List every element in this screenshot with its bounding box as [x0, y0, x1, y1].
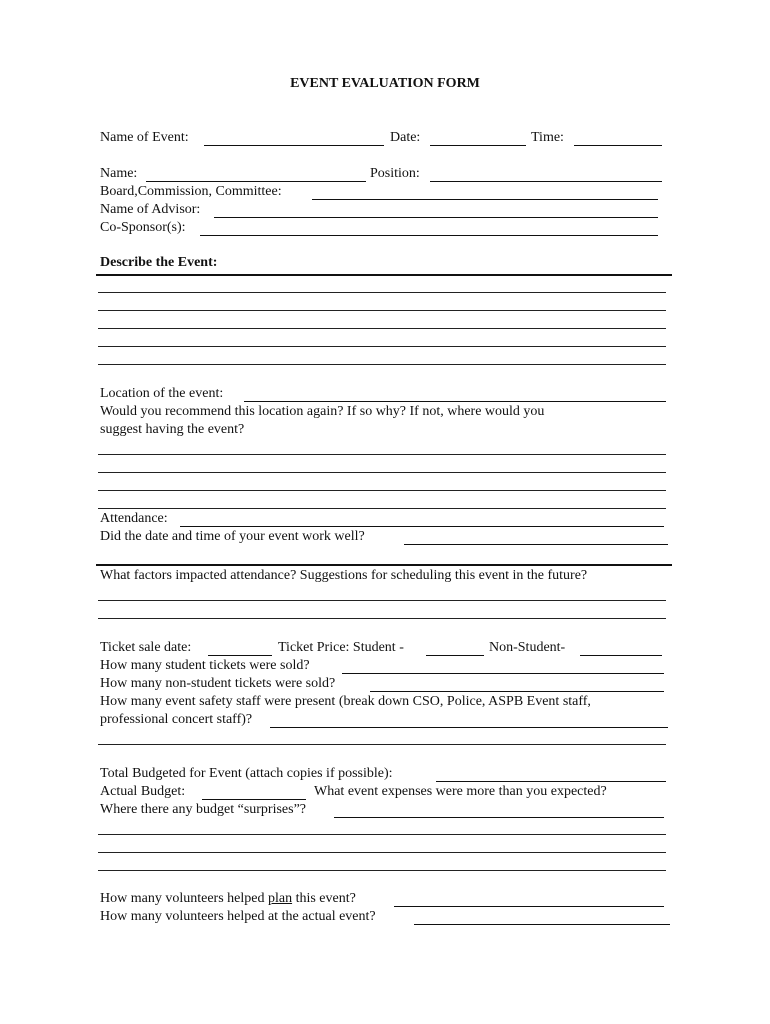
- name-label: Name:: [100, 166, 138, 181]
- time-label: Time:: [531, 130, 564, 145]
- student-sold-question: How many student tickets were sold?: [100, 658, 310, 673]
- location-question-line2: suggest having the event?: [100, 422, 245, 437]
- describe-answer-line[interactable]: [98, 346, 666, 347]
- advisor-label: Name of Advisor:: [100, 202, 201, 217]
- factors-answer-line[interactable]: [98, 600, 666, 601]
- actual-budget-field[interactable]: [202, 799, 306, 800]
- budget-answer-line[interactable]: [98, 834, 666, 835]
- non-student-price-field[interactable]: [580, 655, 662, 656]
- volunteers-plan-word: plan: [267, 891, 293, 906]
- time-field[interactable]: [574, 145, 662, 146]
- date-time-question: Did the date and time of your event work well?: [100, 529, 365, 544]
- volunteers-plan-suffix: this event?: [292, 891, 356, 906]
- non-student-sold-field[interactable]: [370, 691, 664, 692]
- describe-answer-line[interactable]: [98, 328, 666, 329]
- student-price-field[interactable]: [426, 655, 484, 656]
- ticket-sale-date-label: Ticket sale date:: [100, 640, 192, 655]
- board-label: Board,Commission, Committee:: [100, 184, 282, 199]
- describe-answer-line[interactable]: [98, 364, 666, 365]
- date-label: Date:: [390, 130, 421, 145]
- ticket-sale-date-field[interactable]: [208, 655, 272, 656]
- expenses-question: What event expenses were more than you expected?: [314, 784, 607, 799]
- describe-heading: Describe the Event:: [100, 255, 218, 270]
- location-question-line1: Would you recommend this location again? If so why? If not, where would you: [100, 404, 545, 419]
- volunteers-plan-question: [100, 891, 356, 907]
- event-name-field[interactable]: [204, 145, 384, 146]
- safety-question-line2: professional concert staff)?: [100, 712, 253, 727]
- location-answer-line[interactable]: [98, 508, 666, 509]
- date-time-field[interactable]: [404, 544, 668, 545]
- volunteers-event-question: How many volunteers helped at the actual event?: [100, 909, 376, 924]
- position-field[interactable]: [430, 181, 662, 182]
- safety-field[interactable]: [270, 727, 668, 728]
- non-student-label: Non-Student-: [489, 640, 566, 655]
- volunteers-event-field[interactable]: [414, 924, 670, 925]
- location-label: Location of the event:: [100, 386, 224, 401]
- event-name-label: Name of Event:: [100, 130, 189, 145]
- location-answer-line[interactable]: [98, 472, 666, 473]
- volunteers-plan-field[interactable]: [394, 906, 664, 907]
- position-label: Position:: [370, 166, 420, 181]
- location-answer-line[interactable]: [98, 490, 666, 491]
- section-divider: [96, 564, 672, 566]
- cosponsor-label: Co-Sponsor(s):: [100, 220, 186, 235]
- form-title: EVENT EVALUATION FORM: [290, 76, 480, 91]
- cosponsor-field[interactable]: [200, 235, 658, 236]
- describe-answer-line[interactable]: [98, 292, 666, 293]
- student-sold-field[interactable]: [342, 673, 664, 674]
- factors-question: What factors impacted attendance? Suggestions for scheduling this event in the future?: [100, 568, 588, 583]
- actual-budget-label: Actual Budget:: [100, 784, 186, 799]
- volunteers-plan-prefix: How many volunteers helped: [100, 891, 268, 906]
- budget-answer-line[interactable]: [98, 852, 666, 853]
- safety-answer-line[interactable]: [98, 744, 666, 745]
- section-divider: [96, 274, 672, 276]
- budget-answer-line[interactable]: [98, 870, 666, 871]
- describe-answer-line[interactable]: [98, 310, 666, 311]
- attendance-field[interactable]: [180, 526, 664, 527]
- total-budget-label: Total Budgeted for Event (attach copies if possible):: [100, 766, 393, 781]
- location-field[interactable]: [244, 401, 666, 402]
- factors-answer-line[interactable]: [98, 618, 666, 619]
- ticket-price-label: Ticket Price: Student -: [278, 640, 404, 655]
- surprises-question: Where there any budget “surprises”?: [100, 802, 307, 817]
- non-student-sold-question: How many non-student tickets were sold?: [100, 676, 336, 691]
- board-field[interactable]: [312, 199, 658, 200]
- name-field[interactable]: [146, 181, 366, 182]
- location-answer-line[interactable]: [98, 454, 666, 455]
- advisor-field[interactable]: [214, 217, 658, 218]
- total-budget-field[interactable]: [436, 781, 666, 782]
- surprises-field[interactable]: [334, 817, 664, 818]
- attendance-label: Attendance:: [100, 511, 168, 526]
- date-field[interactable]: [430, 145, 526, 146]
- safety-question-line1: How many event safety staff were present (break down CSO, Police, ASPB Event staff,: [100, 694, 591, 709]
